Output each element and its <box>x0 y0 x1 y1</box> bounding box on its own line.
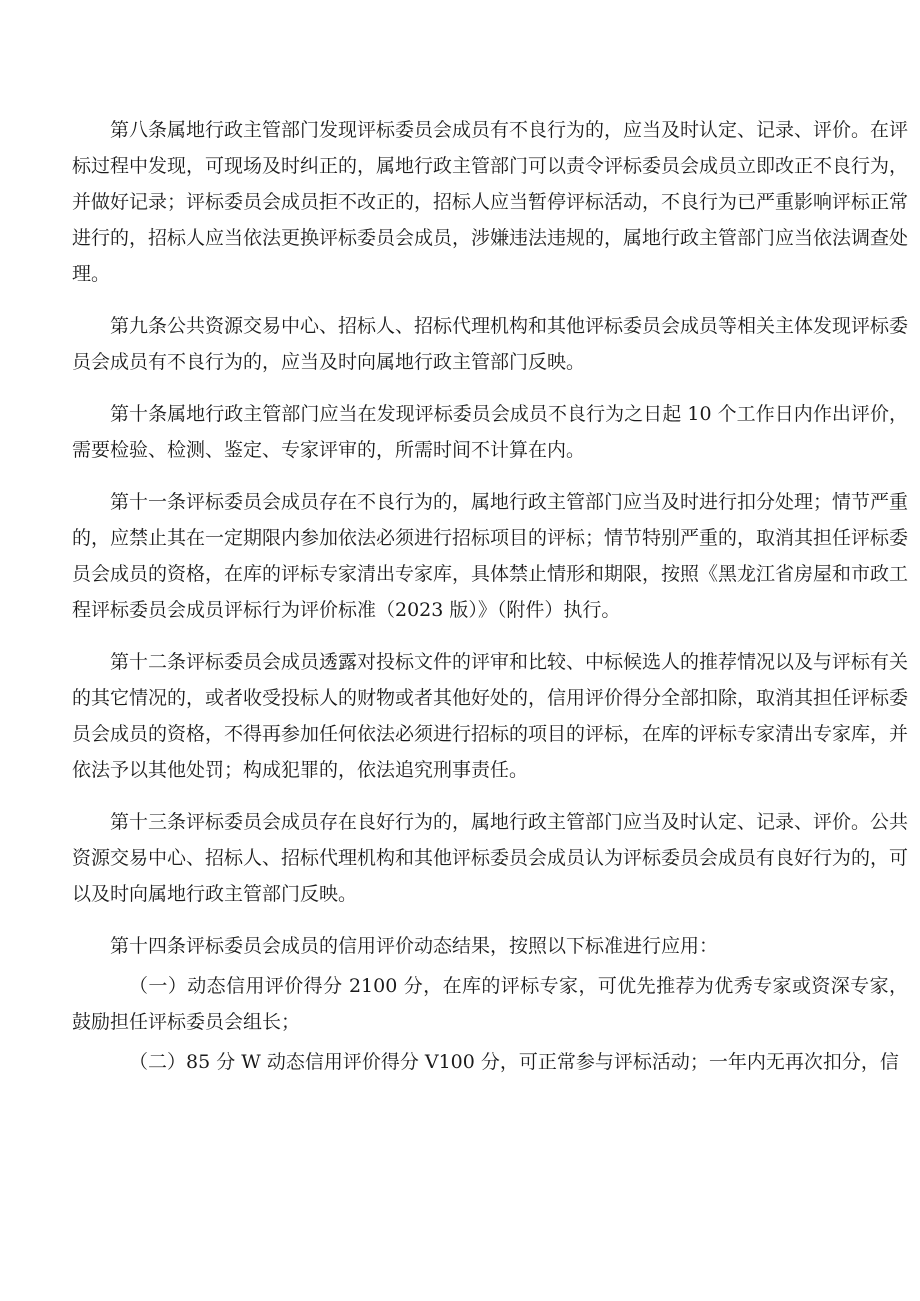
article-13: 第十三条评标委员会成员存在良好行为的，属地行政主管部门应当及时认定、记录、评价。公共资源交易中心、招标人、招标代理机构和其他评标委员会成员认为评标委员会成员有良好行为的，可以及时向属地行政主管部门反映。 <box>72 811 909 905</box>
article-8: 第八条属地行政主管部门发现评标委员会成员有不良行为的，应当及时认定、记录、评价。在评标过程中发现，可现场及时纠正的，属地行政主管部门可以责令评标委员会成员立即改正不良行为，并做好记录；评标委员会成员拒不改正的，招标人应当暂停评标活动，不良行为已严重影响评标正常进行的，招标人应当依法更换评标委员会成员，涉嫌违法违规的，属地行政主管部门应当依法调查处理。 <box>72 119 909 285</box>
article-11: 第十一条评标委员会成员存在不良行为的，属地行政主管部门应当及时进行扣分处理；情节严重的，应禁止其在一定期限内参加依法必须进行招标项目的评标；情节特别严重的，取消其担任评标委员会成员的资格，在库的评标专家清出专家库，具体禁止情形和期限，按照《黑龙江省房屋和市政工程评标委员会成员评标行为评价标准（2023 版）》（附件）执行。 <box>72 491 909 621</box>
document-body <box>72 112 908 1084</box>
article-14-item-2: （二）85 分 W 动态信用评价得分 V100 分，可正常参与评标活动；一年内无再次扣分，信 <box>129 1051 899 1073</box>
article-14-item-1: （一）动态信用评价得分 2100 分，在库的评标专家，可优先推荐为优秀专家或资深专家，鼓励担任评标委员会组长； <box>72 975 908 1033</box>
article-10: 第十条属地行政主管部门应当在发现评标委员会成员不良行为之日起 10 个工作日内作出评价，需要检验、检测、鉴定、专家评审的，所需时间不计算在内。 <box>72 403 908 461</box>
article-14: 第十四条评标委员会成员的信用评价动态结果，按照以下标准进行应用： <box>110 935 719 957</box>
article-9: 第九条公共资源交易中心、招标人、招标代理机构和其他评标委员会成员等相关主体发现评标委员会成员有不良行为的，应当及时向属地行政主管部门反映。 <box>72 315 909 373</box>
article-12: 第十二条评标委员会成员透露对投标文件的评审和比较、中标候选人的推荐情况以及与评标有关的其它情况的，或者收受投标人的财物或者其他好处的，信用评价得分全部扣除，取消其担任评标委员会成员的资格，不得再参加任何依法必须进行招标的项目的评标，在库的评标专家清出专家库，并依法予以其他处罚；构成犯罪的，依法追究刑事责任。 <box>72 651 909 781</box>
